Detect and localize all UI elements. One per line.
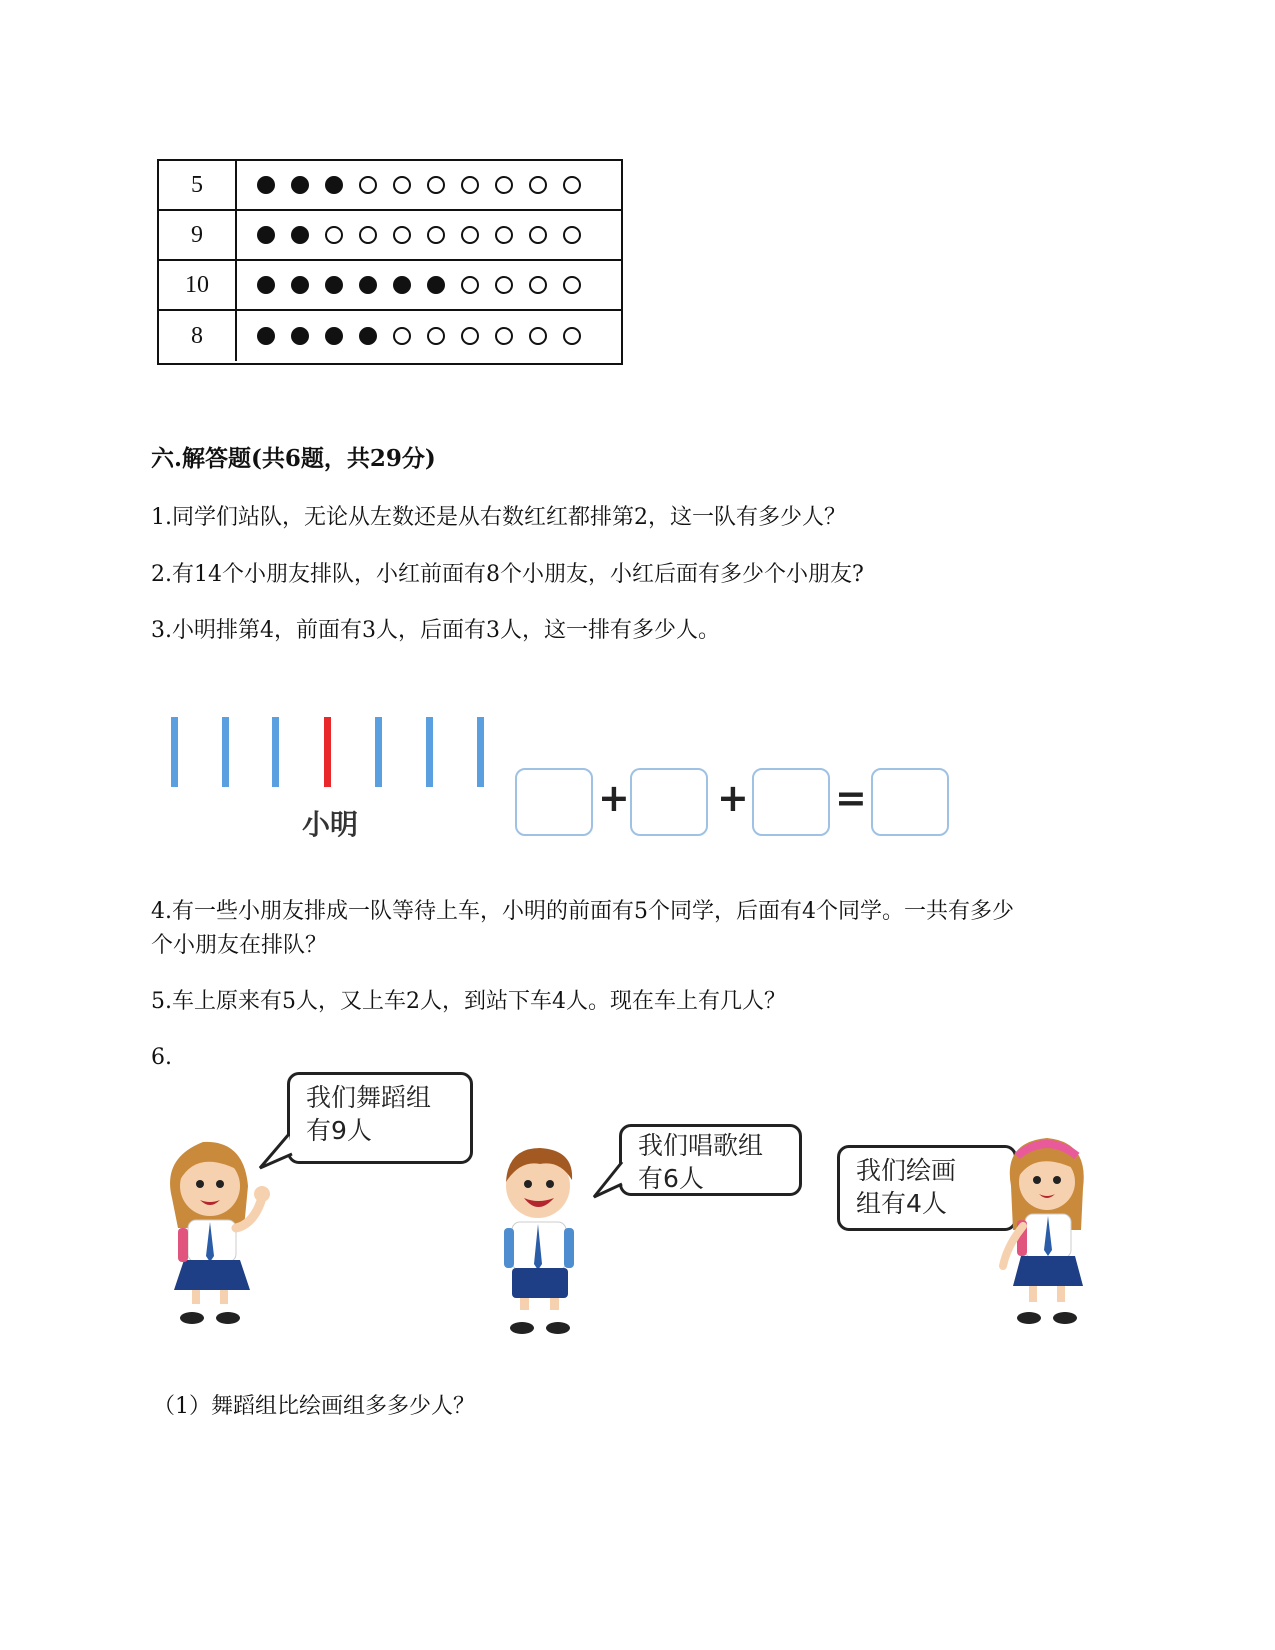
empty-dot: [325, 226, 343, 244]
empty-dot: [427, 327, 445, 345]
bubble-tail: [591, 1160, 625, 1200]
question-3: 3.小明排第4，前面有3人，后面有3人，这一排有多少人。: [151, 618, 720, 643]
empty-dot: [393, 176, 411, 194]
empty-dot: [563, 276, 581, 294]
table-row: [159, 311, 621, 361]
person-bar: [272, 717, 279, 787]
question-4-line-2: 个小朋友在排队？: [151, 933, 328, 958]
row-number: 8: [159, 311, 237, 361]
table-row: [159, 261, 621, 311]
speech-bubble-draw: [837, 1145, 1017, 1231]
speech-bubble-dance: [287, 1072, 473, 1164]
empty-dot: [393, 327, 411, 345]
filled-dot: [393, 276, 411, 294]
person-bar: [222, 717, 229, 787]
filled-dot: [291, 226, 309, 244]
empty-dot: [461, 176, 479, 194]
row-number: 5: [159, 161, 237, 209]
filled-dot: [359, 276, 377, 294]
empty-dot: [427, 226, 445, 244]
empty-dot: [495, 327, 513, 345]
empty-dot: [359, 226, 377, 244]
row-number: 10: [159, 261, 237, 309]
empty-dot: [393, 226, 411, 244]
empty-dot: [529, 276, 547, 294]
filled-dot: [359, 327, 377, 345]
empty-dot: [461, 226, 479, 244]
filled-dot: [257, 327, 275, 345]
girl-dance-illustration: [158, 1128, 278, 1328]
answer-box[interactable]: [752, 768, 830, 836]
filled-dot: [325, 327, 343, 345]
filled-dot: [257, 276, 275, 294]
person-bar-xiaoming: [324, 717, 331, 787]
filled-dot: [325, 276, 343, 294]
empty-dot: [495, 176, 513, 194]
dot-group: [257, 261, 597, 309]
question-5: 5.车上原来有5人，又上车2人，到站下车4人。现在车上有几人？: [151, 989, 786, 1014]
section-title: 六.解答题(共6题，共29分): [151, 445, 436, 472]
bubble-text: 我们绘画: [856, 1156, 957, 1185]
person-bar: [477, 717, 484, 787]
empty-dot: [461, 276, 479, 294]
bubble-text: 我们唱歌组: [638, 1131, 764, 1160]
dot-group: [257, 311, 597, 361]
filled-dot: [291, 176, 309, 194]
plus-sign: +: [717, 776, 749, 820]
filled-dot: [257, 226, 275, 244]
filled-dot: [257, 176, 275, 194]
dot-table: [157, 159, 623, 365]
bubble-text: 有6人: [638, 1164, 704, 1193]
bubble-text: 我们舞蹈组: [306, 1083, 432, 1112]
empty-dot: [359, 176, 377, 194]
speech-bubble-sing: [619, 1124, 802, 1196]
question-1: 1.同学们站队，无论从左数还是从右数红红都排第2，这一队有多少人？: [151, 505, 846, 530]
question-4-line-1: 4.有一些小朋友排成一队等待上车，小明的前面有5个同学，后面有4个同学。一共有多少: [151, 899, 1014, 924]
girl-draw-illustration: [997, 1126, 1097, 1332]
empty-dot: [529, 327, 547, 345]
person-bar: [426, 717, 433, 787]
empty-dot: [495, 276, 513, 294]
empty-dot: [529, 226, 547, 244]
question-6-sub-1: （1）舞蹈组比绘画组多多少人？: [153, 1394, 475, 1419]
filled-dot: [427, 276, 445, 294]
boy-sing-illustration: [490, 1138, 590, 1342]
answer-box[interactable]: [630, 768, 708, 836]
filled-dot: [291, 276, 309, 294]
dot-group: [257, 161, 597, 209]
row-number: 9: [159, 211, 237, 259]
equals-sign: =: [835, 776, 867, 820]
empty-dot: [563, 176, 581, 194]
xiaoming-label: 小明: [302, 808, 359, 841]
answer-box[interactable]: [871, 768, 949, 836]
empty-dot: [495, 226, 513, 244]
question-2: 2.有14个小朋友排队，小红前面有8个小朋友，小红后面有多少个小朋友?: [151, 562, 864, 587]
empty-dot: [427, 176, 445, 194]
person-bar: [375, 717, 382, 787]
empty-dot: [563, 327, 581, 345]
table-row: [159, 161, 621, 211]
dot-group: [257, 211, 597, 259]
empty-dot: [529, 176, 547, 194]
filled-dot: [291, 327, 309, 345]
empty-dot: [461, 327, 479, 345]
bubble-text: 有9人: [306, 1116, 372, 1145]
empty-dot: [563, 226, 581, 244]
bubble-text: 组有4人: [856, 1189, 947, 1218]
table-row: [159, 211, 621, 261]
question-6: 6.: [151, 1045, 172, 1070]
person-bar: [171, 717, 178, 787]
answer-box[interactable]: [515, 768, 593, 836]
plus-sign: +: [598, 776, 630, 820]
filled-dot: [325, 176, 343, 194]
